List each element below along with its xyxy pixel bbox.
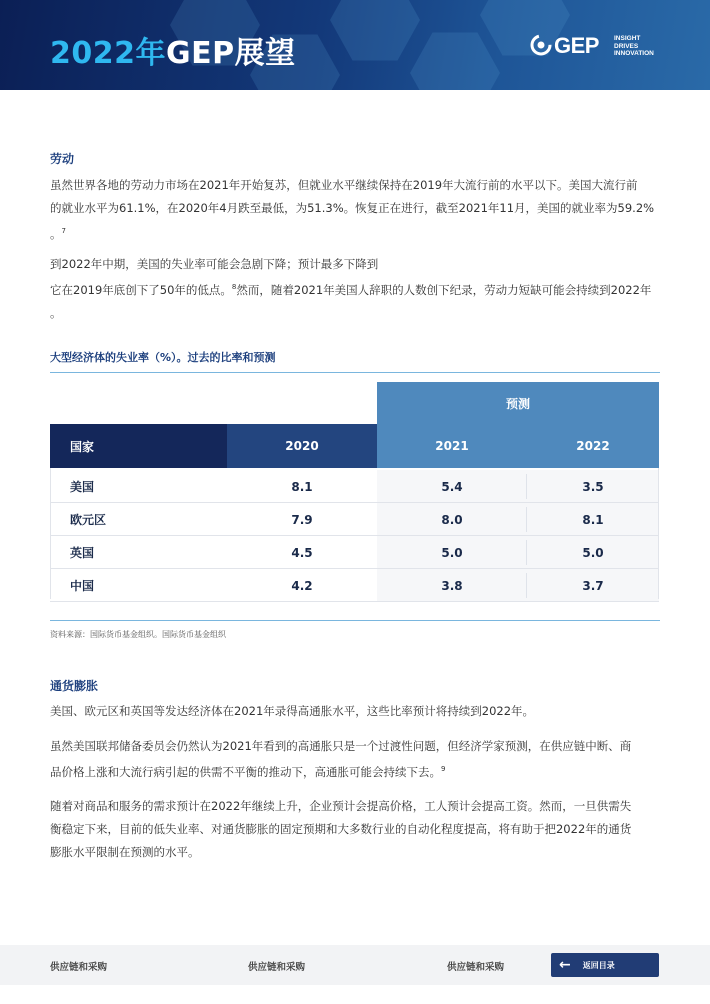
back-to-contents-button[interactable] xyxy=(551,953,659,977)
labor-paragraph-2: 到2022年中期，美国的失业率可能会急剧下降；预计最多下降到 它在2019年底创下了50年的低点。$^8$然而，随着2021年美国人辞职的人数创下纪录，劳动力短缺可能会持续到2022年 。 xyxy=(50,257,652,320)
labor-paragraph-1: 虽然世界各地的劳动力市场在2021年开始复苏，但就业水平继续保持在2019年大流行前的水平以下。美国大流行前 的就业水平为61.1%，在2020年4月跌至最低，为51.3%。恢复正在进行，截至2021年11月，美国的就业率为59.2% 。$^7$ xyxy=(50,178,655,241)
inflation-paragraph-2: 虽然美国联邦储备委员会仍然认为2021年看到的高通胀只是一个过渡性问题，但经济学家预测，在供应链中断、商 品价格上涨和大流行病引起的供需不平衡的推动下，高通胀可能会持续下去。$^9$ xyxy=(50,739,632,779)
value-cell: 4.5 xyxy=(291,545,313,560)
source-note: 资料来源：国际货币基金组织。国际货币基金组织 xyxy=(50,630,226,639)
value-cell: 3.7 xyxy=(582,578,604,593)
country-cell: 欧元区 xyxy=(70,513,107,527)
table-row xyxy=(50,503,659,536)
footer-link-supply-chain[interactable]: 供应链和采购 xyxy=(50,962,108,973)
footnote-ref: 9 xyxy=(441,765,446,773)
value-cell: 5.0 xyxy=(582,545,604,560)
table-border xyxy=(50,468,51,599)
divider xyxy=(50,372,660,373)
logo-tagline: INSIGHT DRIVES INNOVATION xyxy=(614,35,654,57)
labor-heading: 劳动 xyxy=(50,152,75,166)
table-title: 大型经济体的失业率（%）。过去的比率和预测 xyxy=(50,351,276,364)
gep-swirl-icon xyxy=(530,34,552,56)
logo-word: GEP xyxy=(554,33,599,58)
value-cell: 8.1 xyxy=(582,512,604,527)
country-cell: 美国 xyxy=(70,480,95,494)
footer-link-supply-chain[interactable]: 供应链和采购 xyxy=(447,962,505,973)
inflation-paragraph-1: 美国、欧元区和英国等发达经济体在2021年录得高通胀水平，这些比率预计将持续到2022年。 xyxy=(50,704,535,718)
value-cell: 7.9 xyxy=(291,512,313,527)
forecast-header: 预测 xyxy=(377,382,659,424)
hex-decoration xyxy=(410,28,500,90)
table-row xyxy=(50,470,659,503)
value-cell: 4.2 xyxy=(291,578,313,593)
table-row xyxy=(50,536,659,569)
column-header-2020: 2020 xyxy=(227,424,377,468)
inflation-paragraph-3: 随着对商品和服务的需求预计在2022年继续上升，企业预计会提高价格，工人预计会提高工资。然而，一旦供需失 衡稳定下来，目前的低失业率、对通货膨胀的固定预期和大多数行业的自动化程度提高，将有助于把2022年的通货 膨胀水平限制在预测的水平。 xyxy=(50,799,632,859)
column-header-2022: 2022 xyxy=(527,424,659,468)
inflation-heading: 通货膨胀 xyxy=(50,679,99,693)
value-cell: 5.0 xyxy=(441,545,463,560)
gep-logo xyxy=(530,32,665,62)
value-cell: 5.4 xyxy=(441,479,463,494)
column-header-2021: 2021 xyxy=(377,424,527,468)
page-title xyxy=(50,28,296,72)
value-cell: 3.8 xyxy=(441,578,463,593)
hex-decoration xyxy=(330,0,420,65)
value-cell: 8.0 xyxy=(441,512,463,527)
country-cell: 英国 xyxy=(70,546,95,560)
back-button-label: 返回目录 xyxy=(582,960,615,970)
footer-link-supply-chain[interactable]: 供应链和采购 xyxy=(248,962,306,973)
table-border xyxy=(658,468,659,599)
value-cell: 8.1 xyxy=(291,479,313,494)
footnote-ref: 7 xyxy=(61,227,66,235)
title-rest: GEP展望 xyxy=(166,36,296,71)
table-row xyxy=(50,569,659,602)
country-cell: 中国 xyxy=(70,579,95,593)
column-header-country: 国家 xyxy=(50,424,227,468)
header-banner xyxy=(0,0,710,90)
arrow-left-icon: ← xyxy=(559,957,571,973)
divider xyxy=(50,620,660,621)
title-year: 2022年 xyxy=(50,36,166,71)
footnote-ref: 8 xyxy=(231,283,237,291)
value-cell: 3.5 xyxy=(582,479,604,494)
